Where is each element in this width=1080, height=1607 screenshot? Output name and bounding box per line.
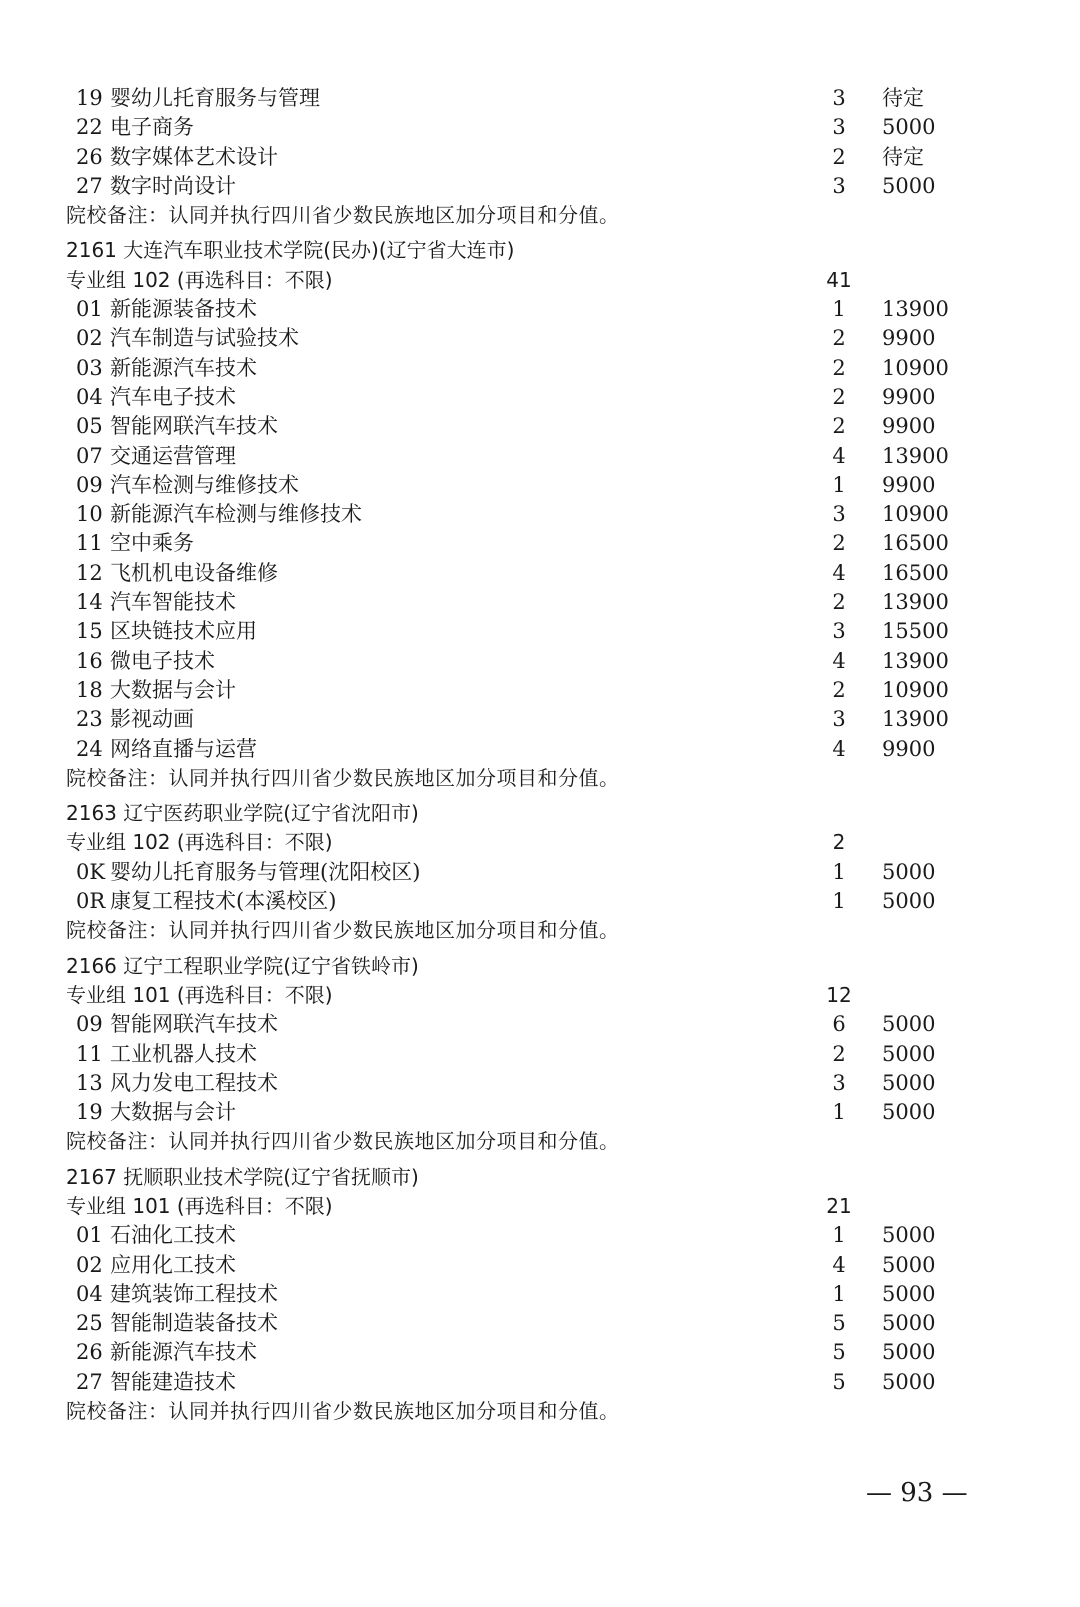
major-tuition-fee: 9900 (882, 384, 936, 409)
major-row (66, 1098, 966, 1127)
major-tuition-fee: 9900 (882, 326, 936, 351)
major-name: 智能建造技术 (110, 1369, 236, 1394)
major-row (66, 529, 966, 558)
major-name: 大数据与会计 (110, 677, 236, 702)
major-tuition-fee: 15500 (882, 619, 949, 644)
major-plan-count: 4 (832, 560, 846, 585)
major-code: 12 (76, 560, 103, 585)
major-code: 13 (76, 1070, 103, 1095)
major-tuition-fee: 5000 (882, 1252, 936, 1277)
major-group-label: 专业组 102 (再选科目：不限) (66, 267, 333, 292)
major-code: 01 (76, 297, 103, 322)
major-name: 电子商务 (110, 115, 194, 140)
major-name: 新能源汽车检测与维修技术 (110, 502, 362, 527)
major-plan-count: 2 (832, 144, 846, 169)
major-code: 01 (76, 1223, 103, 1248)
major-group-row (66, 266, 966, 295)
institution-note: 院校备注：认同并执行四川省少数民族地区加分项目和分值。 (66, 765, 620, 790)
major-group-plan-count: 12 (826, 982, 852, 1007)
major-group-label: 专业组 102 (再选科目：不限) (66, 830, 333, 855)
major-plan-count: 5 (832, 1311, 846, 1336)
major-group-row (66, 981, 966, 1010)
major-code: 05 (76, 414, 103, 439)
major-code: 27 (76, 1369, 103, 1394)
major-name: 智能网联汽车技术 (110, 414, 278, 439)
major-row (66, 500, 966, 529)
major-group-row (66, 1192, 966, 1221)
major-code: 23 (76, 707, 103, 732)
major-tuition-fee: 9900 (882, 472, 936, 497)
major-name: 新能源汽车技术 (110, 1340, 257, 1365)
major-plan-count: 1 (832, 889, 846, 914)
major-row (66, 617, 966, 646)
major-plan-count: 3 (832, 502, 846, 527)
major-name: 婴幼儿托育服务与管理 (110, 86, 320, 110)
major-tuition-fee: 13900 (882, 707, 949, 732)
major-code: 04 (76, 384, 103, 409)
major-name: 智能网联汽车技术 (110, 1012, 278, 1037)
major-plan-count: 4 (832, 736, 846, 761)
major-tuition-fee: 5000 (882, 173, 936, 198)
major-row (66, 1040, 966, 1069)
major-tuition-fee: 5000 (882, 1281, 936, 1306)
major-row (66, 588, 966, 617)
major-group-plan-count: 41 (826, 267, 852, 292)
major-tuition-fee: 16500 (882, 560, 949, 585)
major-tuition-fee: 10900 (882, 502, 949, 527)
major-code: 10 (76, 502, 103, 527)
major-row (66, 84, 966, 113)
institution-note: 院校备注：认同并执行四川省少数民族地区加分项目和分值。 (66, 918, 620, 943)
major-code: 27 (76, 173, 103, 198)
major-group-plan-count: 2 (832, 830, 846, 855)
major-tuition-fee: 5000 (882, 859, 936, 884)
major-row (66, 647, 966, 676)
major-code: 19 (76, 86, 103, 110)
institution-note: 院校备注：认同并执行四川省少数民族地区加分项目和分值。 (66, 1129, 620, 1154)
major-code: 14 (76, 590, 103, 615)
institution-section (66, 1163, 966, 1427)
major-name: 汽车智能技术 (110, 590, 236, 615)
major-group-label: 专业组 101 (再选科目：不限) (66, 982, 333, 1007)
major-plan-count: 3 (832, 619, 846, 644)
major-tuition-fee: 5000 (882, 1311, 936, 1336)
major-name: 智能制造装备技术 (110, 1311, 278, 1336)
major-name: 应用化工技术 (110, 1252, 236, 1277)
major-row (66, 172, 966, 201)
major-name: 空中乘务 (110, 531, 194, 556)
major-code: 22 (76, 115, 103, 140)
major-tuition-fee: 9900 (882, 736, 936, 761)
major-code: 03 (76, 355, 103, 380)
major-code: 09 (76, 472, 103, 497)
major-name: 网络直播与运营 (110, 736, 257, 761)
major-code: 19 (76, 1100, 103, 1125)
major-plan-count: 4 (832, 443, 846, 468)
institution-header: 2166 辽宁工程职业学院(辽宁省铁岭市) (66, 953, 419, 978)
institution-note: 院校备注：认同并执行四川省少数民族地区加分项目和分值。 (66, 1399, 620, 1424)
major-tuition-fee: 5000 (882, 1100, 936, 1125)
major-code: 11 (76, 1041, 103, 1066)
major-plan-count: 2 (832, 355, 846, 380)
major-row (66, 354, 966, 383)
major-row (66, 1368, 966, 1397)
major-name: 影视动画 (110, 707, 194, 732)
major-plan-count: 3 (832, 1070, 846, 1095)
major-tuition-fee: 5000 (882, 1340, 936, 1365)
major-row (66, 735, 966, 764)
institution-section (66, 952, 966, 1157)
major-row (66, 1309, 966, 1338)
major-code: 26 (76, 144, 103, 169)
major-group-plan-count: 21 (826, 1193, 852, 1218)
major-tuition-fee: 13900 (882, 590, 949, 615)
major-plan-count: 3 (832, 173, 846, 198)
major-code: 02 (76, 1252, 103, 1277)
major-plan-count: 3 (832, 115, 846, 140)
major-plan-count: 1 (832, 472, 846, 497)
major-tuition-fee: 5000 (882, 1070, 936, 1095)
major-code: 02 (76, 326, 103, 351)
major-name: 大数据与会计 (110, 1100, 236, 1125)
major-code: 18 (76, 677, 103, 702)
major-name: 微电子技术 (110, 648, 215, 673)
major-name: 汽车制造与试验技术 (110, 326, 299, 351)
major-group-label: 专业组 101 (再选科目：不限) (66, 1193, 333, 1218)
major-tuition-fee: 待定 (882, 86, 924, 110)
major-row (66, 442, 966, 471)
major-tuition-fee: 5000 (882, 889, 936, 914)
major-row (66, 295, 966, 324)
major-tuition-fee: 16500 (882, 531, 949, 556)
major-plan-count: 1 (832, 1100, 846, 1125)
major-row (66, 705, 966, 734)
major-code: 0K (76, 859, 106, 884)
major-tuition-fee: 13900 (882, 297, 949, 322)
major-code: 15 (76, 619, 103, 644)
major-tuition-fee: 待定 (882, 144, 924, 169)
institution-header: 2167 抚顺职业技术学院(辽宁省抚顺市) (66, 1164, 419, 1189)
major-name: 汽车电子技术 (110, 384, 236, 409)
major-code: 25 (76, 1311, 103, 1336)
major-row (66, 1251, 966, 1280)
major-tuition-fee: 13900 (882, 648, 949, 673)
major-row (66, 143, 966, 172)
major-row (66, 559, 966, 588)
major-plan-count: 3 (832, 707, 846, 732)
major-plan-count: 2 (832, 384, 846, 409)
major-code: 09 (76, 1012, 103, 1037)
major-tuition-fee: 13900 (882, 443, 949, 468)
institution-section (66, 799, 966, 945)
major-plan-count: 2 (832, 677, 846, 702)
major-row (66, 858, 966, 887)
major-name: 康复工程技术(本溪校区) (110, 889, 337, 914)
institution-section (66, 236, 966, 793)
major-tuition-fee: 5000 (882, 1223, 936, 1248)
major-name: 区块链技术应用 (110, 619, 257, 644)
major-row (66, 113, 966, 142)
major-tuition-fee: 10900 (882, 677, 949, 702)
major-name: 新能源装备技术 (110, 297, 257, 322)
major-row (66, 1338, 966, 1367)
major-name: 工业机器人技术 (110, 1041, 257, 1066)
major-row (66, 471, 966, 500)
major-tuition-fee: 9900 (882, 414, 936, 439)
major-row (66, 1010, 966, 1039)
major-name: 石油化工技术 (110, 1223, 236, 1248)
major-name: 飞机机电设备维修 (110, 560, 278, 585)
major-plan-count: 3 (832, 86, 846, 110)
major-plan-count: 5 (832, 1369, 846, 1394)
major-row (66, 1221, 966, 1250)
major-plan-count: 2 (832, 590, 846, 615)
major-plan-count: 1 (832, 297, 846, 322)
admission-plan-listing (66, 84, 966, 1426)
major-name: 建筑装饰工程技术 (110, 1281, 278, 1306)
major-plan-count: 4 (832, 1252, 846, 1277)
major-tuition-fee: 5000 (882, 1369, 936, 1394)
major-plan-count: 2 (832, 1041, 846, 1066)
page-number: — 93 — (866, 1478, 968, 1508)
major-plan-count: 4 (832, 648, 846, 673)
major-plan-count: 5 (832, 1340, 846, 1365)
major-tuition-fee: 5000 (882, 115, 936, 140)
institution-header: 2163 辽宁医药职业学院(辽宁省沈阳市) (66, 801, 419, 826)
institution-note: 院校备注：认同并执行四川省少数民族地区加分项目和分值。 (66, 203, 620, 228)
major-tuition-fee: 5000 (882, 1041, 936, 1066)
major-name: 汽车检测与维修技术 (110, 472, 299, 497)
major-plan-count: 2 (832, 414, 846, 439)
major-code: 04 (76, 1281, 103, 1306)
major-code: 11 (76, 531, 103, 556)
major-code: 07 (76, 443, 103, 468)
major-name: 婴幼儿托育服务与管理(沈阳校区) (110, 859, 421, 884)
major-row (66, 1069, 966, 1098)
major-name: 新能源汽车技术 (110, 355, 257, 380)
major-name: 数字媒体艺术设计 (110, 144, 278, 169)
major-plan-count: 2 (832, 531, 846, 556)
major-name: 风力发电工程技术 (110, 1070, 278, 1095)
major-name: 数字时尚设计 (110, 173, 236, 198)
major-group-row (66, 828, 966, 857)
major-plan-count: 2 (832, 326, 846, 351)
major-row (66, 676, 966, 705)
major-row (66, 324, 966, 353)
major-row (66, 887, 966, 916)
major-code: 0R (76, 889, 106, 914)
major-code: 16 (76, 648, 103, 673)
major-plan-count: 6 (832, 1012, 846, 1037)
major-plan-count: 1 (832, 859, 846, 884)
institution-section (66, 84, 966, 230)
major-row (66, 383, 966, 412)
major-tuition-fee: 10900 (882, 355, 949, 380)
major-tuition-fee: 5000 (882, 1012, 936, 1037)
major-row (66, 1280, 966, 1309)
major-code: 24 (76, 736, 103, 761)
major-plan-count: 1 (832, 1281, 846, 1306)
major-name: 交通运营管理 (110, 443, 236, 468)
major-plan-count: 1 (832, 1223, 846, 1248)
institution-header: 2161 大连汽车职业技术学院(民办)(辽宁省大连市) (66, 238, 515, 263)
major-code: 26 (76, 1340, 103, 1365)
major-row (66, 412, 966, 441)
